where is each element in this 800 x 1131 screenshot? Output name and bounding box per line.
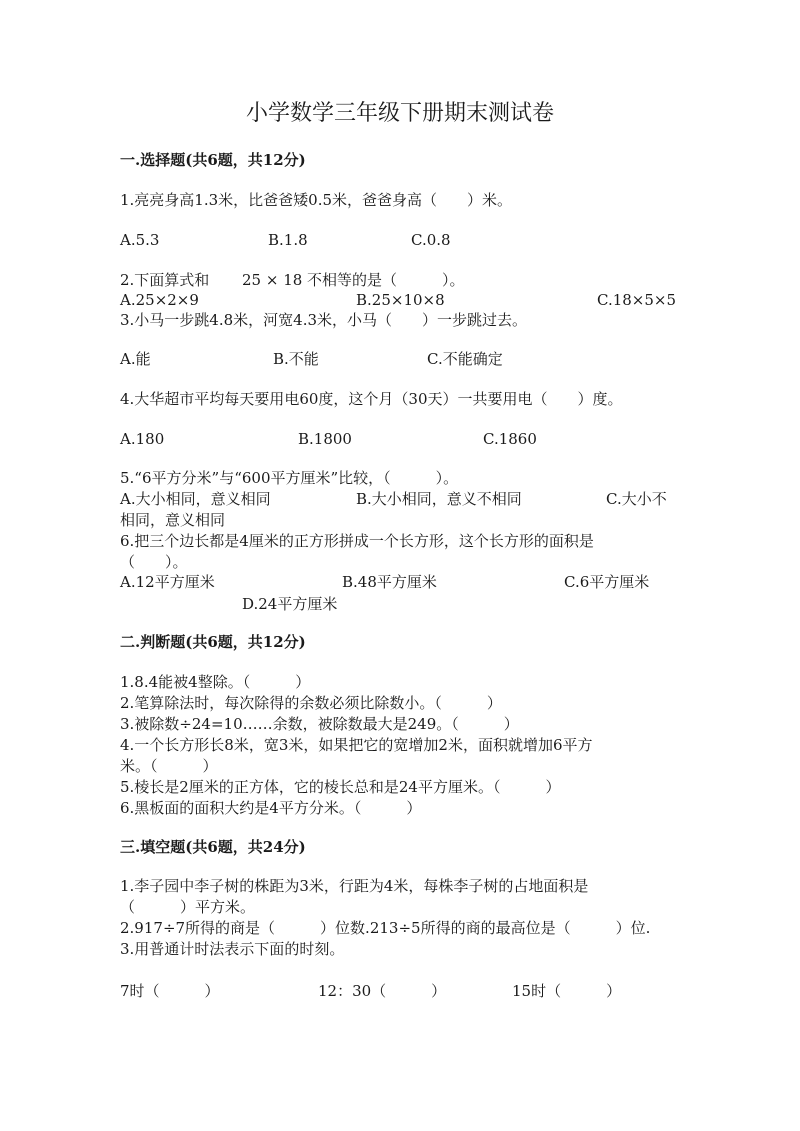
question-5-option-c: C.大小不 [606, 490, 667, 508]
section-heading-fill-blank: 三.填空题(共6题，共24分) [120, 838, 306, 856]
section-heading-judgment: 二.判断题(共6题，共12分) [120, 633, 306, 651]
question-5-option-c-continued: 相同，意义相同 [120, 511, 226, 529]
question-3-option-b: B.不能 [273, 350, 319, 368]
question-6-stem-line2: （ ）。 [120, 553, 188, 571]
question-4-stem: 4.大华超市平均每天要用电60度，这个月（30天）一共要用电（ ）度。 [120, 390, 623, 408]
judgment-item-4-line1: 4.一个长方形长8米，宽3米，如果把它的宽增加2米，面积就增加6平方 [120, 736, 593, 754]
question-5-option-b: B.大小相同，意义不相同 [356, 490, 522, 508]
question-2-stem-part1: 2.下面算式和 [120, 271, 210, 289]
question-5-option-a: A.大小相同，意义相同 [120, 490, 271, 508]
fill-item-3: 3.用普通计时法表示下面的时刻。 [120, 940, 345, 958]
question-1-option-c: C.0.8 [411, 231, 451, 249]
judgment-item-5: 5.棱长是2厘米的正方体，它的棱长总和是24平方厘米。（ ） [120, 778, 561, 796]
fill-item-3-time-a: 7时（ ） [120, 982, 220, 1000]
judgment-item-3: 3.被除数÷24=10……余数，被除数最大是249。（ ） [120, 715, 519, 733]
question-3-option-c: C.不能确定 [427, 350, 503, 368]
question-4-option-c: C.1860 [483, 430, 537, 448]
question-4-option-a: A.180 [120, 430, 165, 448]
fill-item-1-line1: 1.李子园中李子树的株距为3米，行距为4米，每株李子树的占地面积是 [120, 877, 589, 895]
question-2-option-c: C.18×5×5 [597, 291, 677, 309]
question-6-option-b: B.48平方厘米 [342, 573, 437, 591]
judgment-item-6: 6.黑板面的面积大约是4平方分米。（ ） [120, 799, 422, 817]
question-6-option-c: C.6平方厘米 [564, 573, 650, 591]
question-3-stem: 3.小马一步跳4.8米，河宽4.3米，小马（ ）一步跳过去。 [120, 311, 528, 329]
fill-item-1-line2: （ ）平方米。 [120, 898, 256, 916]
fill-item-2: 2.917÷7所得的商是（ ）位数.213÷5所得的商的最高位是（ ）位. [120, 919, 651, 937]
question-3-option-a: A.能 [120, 350, 151, 368]
question-6-option-a: A.12平方厘米 [120, 573, 215, 591]
question-1-stem: 1.亮亮身高1.3米，比爸爸矮0.5米，爸爸身高（ ）米。 [120, 191, 513, 209]
fill-item-3-time-c: 15时（ ） [512, 982, 622, 1000]
question-1-option-b: B.1.8 [268, 231, 308, 249]
section-heading-choice: 一.选择题(共6题，共12分) [120, 151, 306, 169]
question-6-option-d: D.24平方厘米 [242, 595, 338, 613]
question-1-option-a: A.5.3 [120, 231, 160, 249]
question-5-stem: 5.“6平方分米”与“600平方厘米”比较，（ ）。 [120, 469, 459, 487]
fill-item-3-time-b: 12：30（ ） [318, 982, 447, 1000]
judgment-item-2: 2.笔算除法时，每次除得的余数必须比除数小。（ ） [120, 694, 502, 712]
question-6-stem-line1: 6.把三个边长都是4厘米的正方形拼成一个长方形，这个长方形的面积是 [120, 532, 594, 550]
judgment-item-4-line2: 米。（ ） [120, 757, 218, 775]
page-title: 小学数学三年级下册期末测试卷 [245, 101, 554, 126]
question-4-option-b: B.1800 [298, 430, 352, 448]
question-2-stem-part2: 25 × 18 不相等的是（ ）。 [242, 271, 465, 289]
question-2-option-b: B.25×10×8 [356, 291, 445, 309]
judgment-item-1: 1.8.4能被4整除。（ ） [120, 673, 311, 691]
question-2-option-a: A.25×2×9 [120, 291, 199, 309]
